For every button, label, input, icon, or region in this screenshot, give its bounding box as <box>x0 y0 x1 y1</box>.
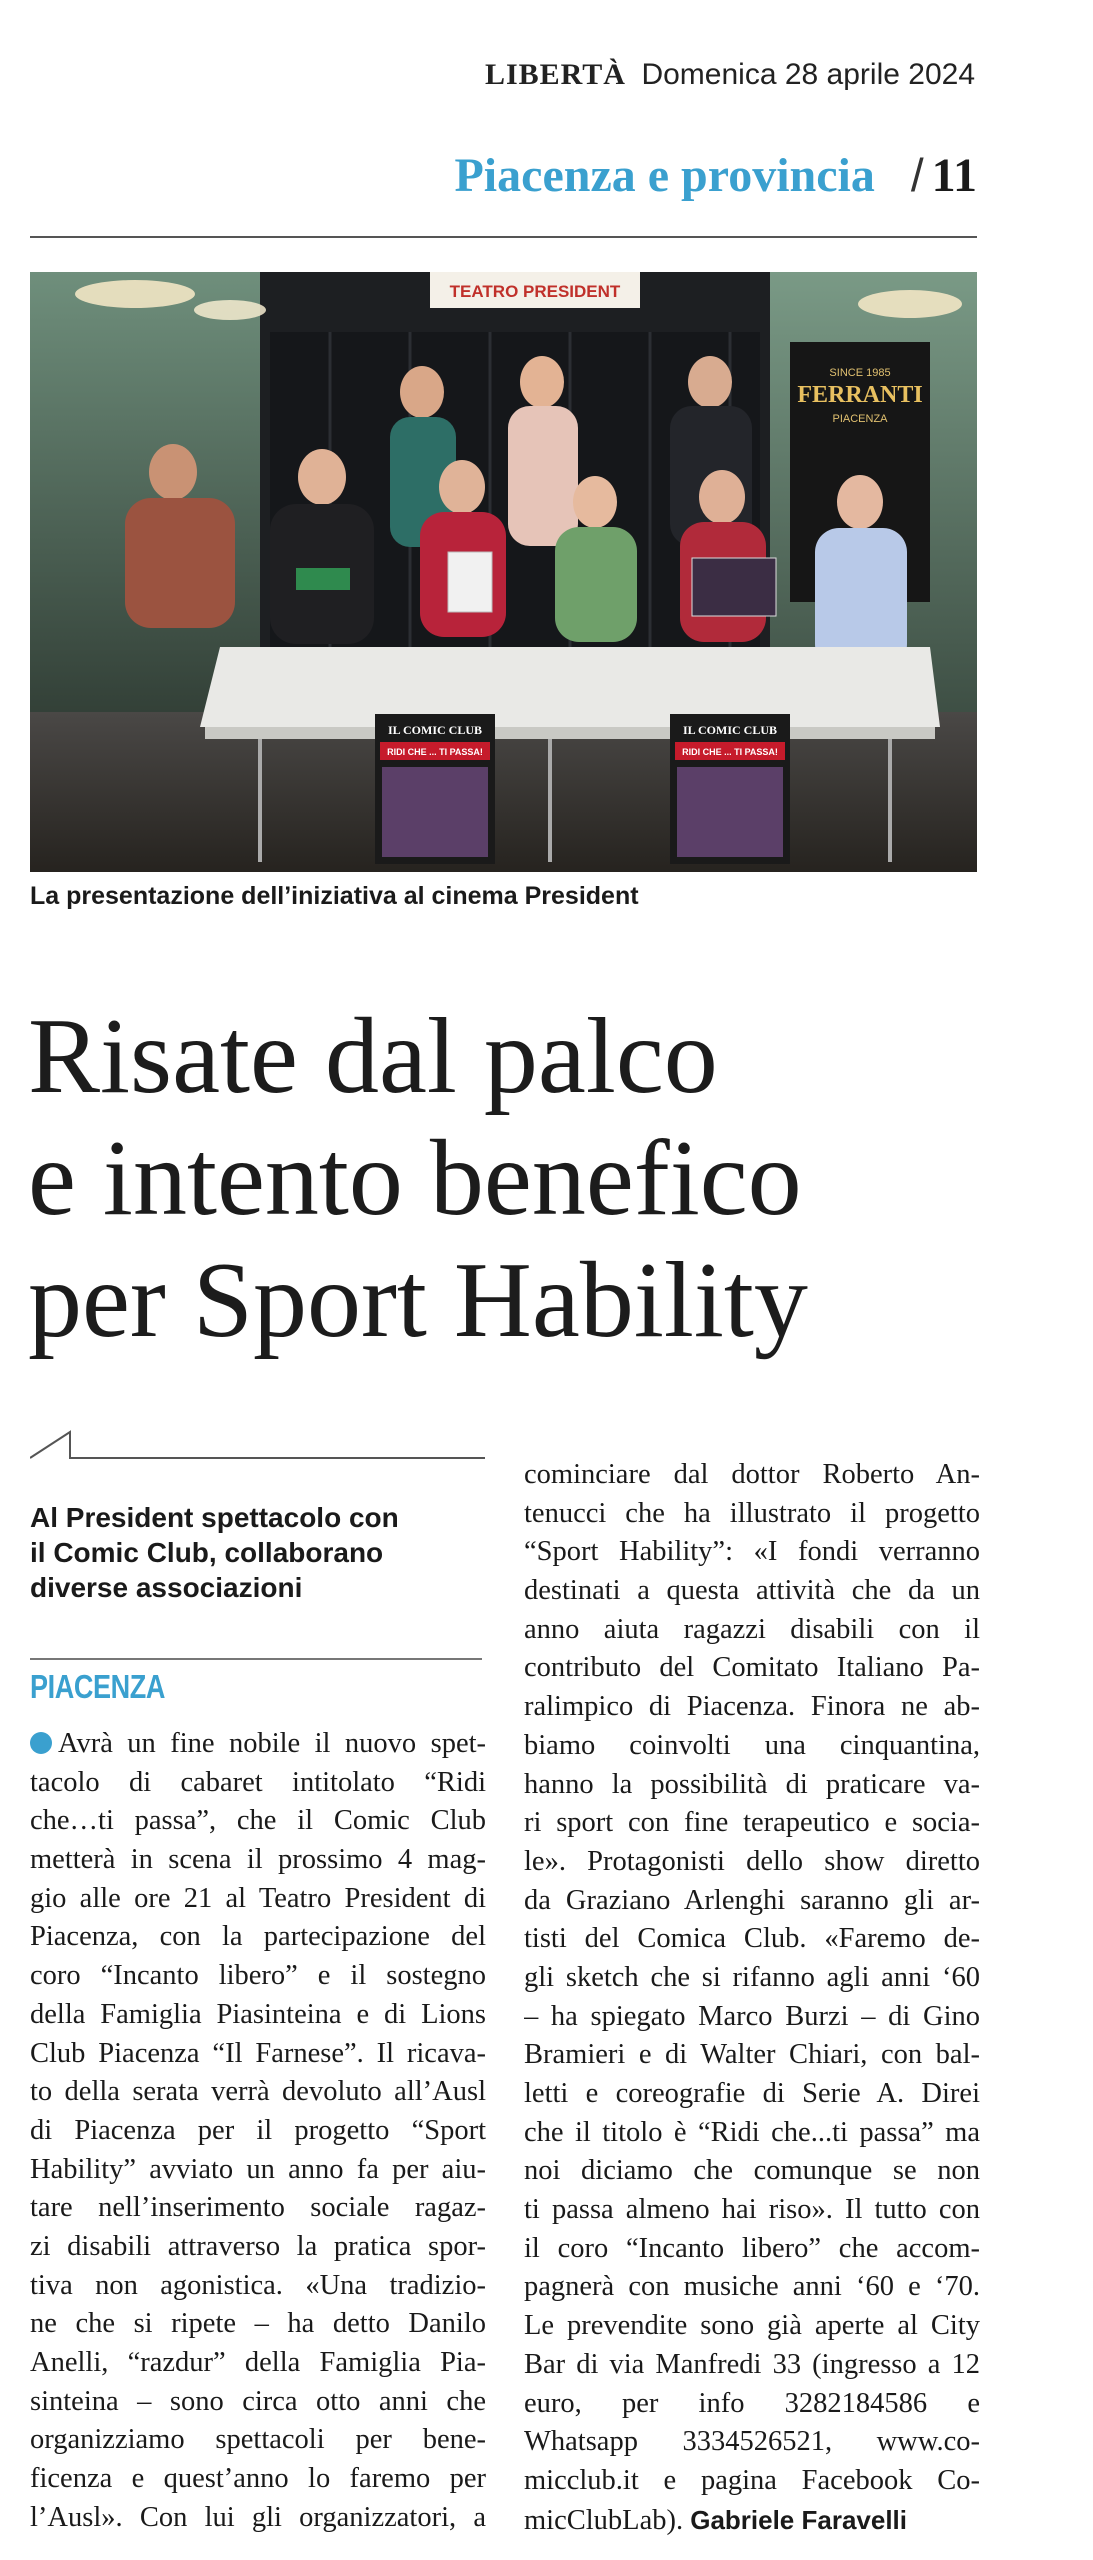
body-line: micClubLab). Gabriele Faravelli <box>524 2504 908 2536</box>
event-poster-right <box>670 714 790 864</box>
body-line: le». Protagonisti dello show diretto <box>524 1845 980 1877</box>
headline-line: e intento benefico <box>28 1119 802 1238</box>
body-line: destinati a questa attività che da un <box>524 1575 980 1607</box>
headline-line: per Sport Hability <box>28 1241 808 1360</box>
body-line: Piacenza, con la partecipazione del <box>30 1921 486 1953</box>
banner-city: PIACENZA <box>832 413 888 425</box>
body-line: coro “Incanto libero” e il sostegno <box>30 1960 486 1992</box>
body-line: ne che si ripete – ha detto Danilo <box>30 2308 486 2340</box>
body-line: euro, per info 3282184586 e <box>524 2387 980 2419</box>
body-line: letti e coreografie di Serie A. Direi <box>524 2078 980 2109</box>
body-line: metterà in scena il prossimo 4 mag- <box>30 1844 486 1876</box>
body-line: tare nell’inserimento sociale ragaz- <box>30 2192 486 2224</box>
headline-line: Risate dal palco <box>28 997 718 1116</box>
deck-rule <box>30 1658 482 1660</box>
body-line: tenucci che ha illustrato il progetto <box>524 1497 980 1529</box>
body-line: da Graziano Arlenghi saranno gli ar- <box>524 1884 980 1916</box>
body-line: tisti del Comica Club. «Faremo de- <box>524 1923 980 1955</box>
section-title: Piacenza e provincia <box>454 149 875 202</box>
body-line: “Sport Hability”: «I fondi verranno <box>524 1536 980 1568</box>
body-line: Avrà un fine nobile il nuovo spet- <box>30 1725 486 1764</box>
event-poster-left <box>375 714 495 864</box>
dateline: PIACENZA <box>30 1668 166 1705</box>
body-line: Le prevendite sono già aperte al City <box>524 2310 980 2342</box>
photo-caption: La presentazione dell’iniziativa al cinema President <box>30 882 639 910</box>
body-line: micclub.it e pagina Facebook Co- <box>524 2464 980 2496</box>
body-line: di Piacenza per il progetto “Sport <box>30 2114 486 2146</box>
banner-brand: FERRANTI <box>797 382 923 408</box>
held-poster <box>692 558 776 616</box>
section-header <box>454 148 977 203</box>
masthead <box>485 58 975 92</box>
body-line: ficenza e quest’anno lo faremo per <box>30 2463 486 2495</box>
body-line: gli sketch che si rifanno agli anni ‘60 <box>524 1961 980 1993</box>
bullet-icon <box>30 1732 52 1754</box>
body-line: che…ti passa”, che il Comic Club <box>30 1805 486 1837</box>
poster-title-left: IL COMIC CLUB <box>387 723 483 737</box>
body-column-right <box>524 1456 980 2539</box>
article-deck <box>30 1500 480 1605</box>
body-line: ti passa almeno hai riso». Il tutto con <box>524 2194 980 2226</box>
poster-title-right: IL COMIC CLUB <box>682 723 778 737</box>
body-line: pagnerà con musiche anni ‘60 e ‘70. <box>524 2271 980 2303</box>
body-line: – ha spiegato Marco Burzi – di Gino <box>524 2000 980 2032</box>
body-line: ri sport con fine terapeutico e socia- <box>524 1807 980 1839</box>
deck-line: il Comic Club, collaborano <box>30 1537 384 1568</box>
body-line: biamo coinvolti una cinquantina, <box>524 1729 980 1761</box>
body-line: noi diciamo che comunque se non <box>524 2155 980 2187</box>
deck-rule-mark <box>30 1430 485 1460</box>
body-line: l’Ausl». Con lui gli organizzatori, a <box>30 2501 486 2533</box>
page-number: 11 <box>931 149 977 202</box>
body-line: Club Piacenza “Il Farnese”. Il ricava- <box>30 2037 486 2069</box>
body-line: Bar di via Manfredi 33 (ingresso a 12 <box>524 2348 980 2380</box>
body-line: tiva non agonistica. «Una tradizio- <box>30 2269 486 2301</box>
article-headline <box>28 996 988 1362</box>
banner-since: SINCE 1985 <box>829 367 891 379</box>
article-photo <box>30 272 977 872</box>
body-line: contributo del Comitato Italiano Pa- <box>524 1652 980 1684</box>
deck-line: Al President spettacolo con <box>30 1502 399 1533</box>
body-line: hanno la possibilità di praticare va- <box>524 1768 980 1800</box>
body-line: Hability” avviato un anno fa per aiu- <box>30 2153 486 2185</box>
issue-date: Domenica 28 aprile 2024 <box>641 58 975 91</box>
body-line: tacolo di cabaret intitolato “Ridi <box>30 1766 486 1798</box>
photo-illustration <box>30 272 977 872</box>
body-line: gio alle ore 21 al Teatro President di <box>30 1882 486 1914</box>
body-line: to della serata verrà devoluto all’Ausl <box>30 2076 486 2108</box>
newspaper-name: LIBERTÀ <box>484 58 626 91</box>
body-line: che il titolo è “Ridi che...ti passa” ma <box>524 2116 980 2148</box>
poster-subtitle-left: RIDI CHE ... TI PASSA! <box>387 747 483 757</box>
body-column-left <box>30 1725 486 2537</box>
body-line: Whatsapp 3334526521, www.co- <box>524 2426 980 2458</box>
lions-pennant <box>448 552 492 612</box>
body-line: cominciare dal dottor Roberto An- <box>524 1459 980 1490</box>
body-line: sinteina – sono circa otto anni che <box>30 2385 486 2417</box>
body-line: della Famiglia Piasinteina e di Lions <box>30 1998 486 2030</box>
body-line: organizziamo spettacoli per bene- <box>30 2424 486 2456</box>
theatre-sign: TEATRO PRESIDENT <box>449 282 621 301</box>
byline: Gabriele Faravelli <box>690 2504 908 2535</box>
body-line: Anelli, “razdur” della Famiglia Pia- <box>30 2347 486 2378</box>
section-separator: / <box>910 149 924 201</box>
body-line: anno aiuta ragazzi disabili con il <box>524 1613 980 1645</box>
poster-subtitle-right: RIDI CHE ... TI PASSA! <box>682 747 778 757</box>
deck-line: diverse associazioni <box>30 1572 303 1603</box>
body-line: il coro “Incanto libero” che accom- <box>524 2232 980 2264</box>
body-line: ralimpico di Piacenza. Finora ne ab- <box>524 1691 980 1723</box>
body-line: zi disabili attraverso la pratica spor- <box>30 2230 486 2262</box>
header-rule <box>30 236 977 238</box>
body-line: Bramieri e di Walter Chiari, con bal- <box>524 2039 980 2071</box>
